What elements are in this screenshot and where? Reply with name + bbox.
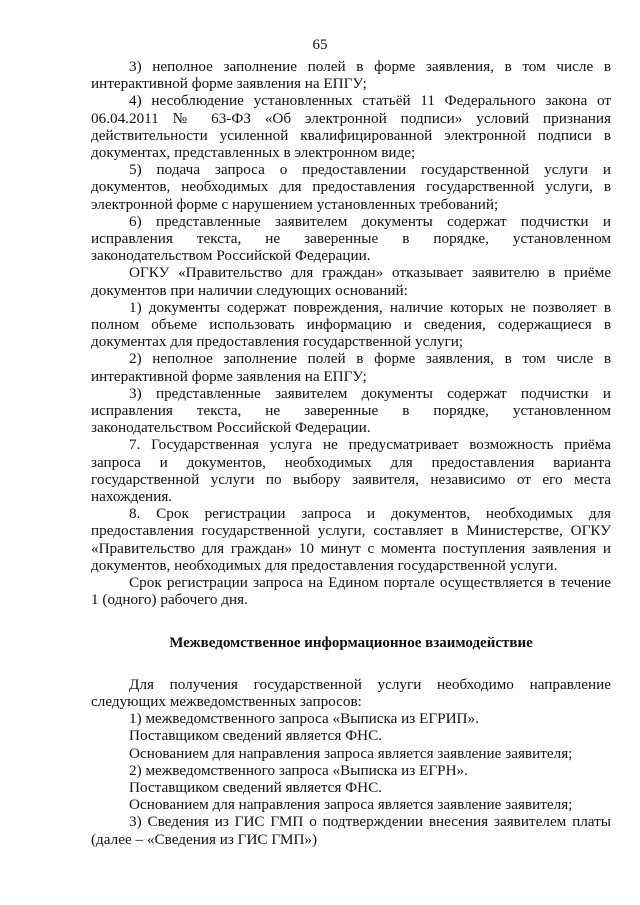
section-heading: Межведомственное информационное взаимодействие <box>169 634 533 651</box>
paragraph: 1) межведомственного запроса «Выписка из ЕГРИП». <box>129 710 479 728</box>
paragraph: 6) представленные заявителем документы содержат подчистки и исправления текста, не заверенные в порядке, установленном законодательством Российской Федерации. <box>91 212 611 265</box>
paragraph: 2) межведомственного запроса «Выписка из ЕГРН». <box>129 761 468 779</box>
paragraph: 2) неполное заполнение полей в форме заявления, в том числе в интерактивной форме заявления на ЕПГУ; <box>91 350 611 385</box>
paragraph: Основанием для направления запроса является заявление заявителя; <box>129 744 573 762</box>
paragraph: Для получения государственной услуги необходимо направление следующих межведомственных запросов: <box>91 675 611 710</box>
page-number: 65 <box>312 37 328 53</box>
paragraph: 5) подача запроса о предоставлении государственной услуги и документов, необходимых для предоставления государственной услуги, в электронной форме с нарушением установленных требований; <box>91 161 611 213</box>
paragraph: Поставщиком сведений является ФНС. <box>129 778 383 796</box>
paragraph-block-interagency <box>91 676 611 848</box>
paragraph: Срок регистрации запроса на Едином портале осуществляется в течение 1 (одного) рабочего дня. <box>91 574 611 609</box>
paragraph: 7. Государственная услуга не предусматривает возможность приёма запроса и документов, необходимых для предоставления варианта государственной услуги по выбору заявителя, независимо от его места нахождения. <box>91 436 611 506</box>
paragraph: 3) неполное заполнение полей в форме заявления, в том числе в интерактивной форме заявления на ЕПГУ; <box>91 58 611 93</box>
page-body <box>91 58 611 848</box>
paragraph: Поставщиком сведений является ФНС. <box>129 727 383 745</box>
paragraph: ОГКУ «Правительство для граждан» отказывает заявителю в приёме документов при наличии следующих оснований: <box>91 264 611 299</box>
paragraph: 3) представленные заявителем документы содержат подчистки и исправления текста, не заверенные в порядке, установленном законодательством Российской Федерации. <box>91 384 611 437</box>
paragraph: 1) документы содержат повреждения, наличие которых не позволяет в полном объеме использовать информацию и сведения, содержащиеся в документах для предоставления государственной услуги; <box>91 298 611 351</box>
paragraph-block-refusal-grounds <box>91 58 611 609</box>
paragraph: 4) несоблюдение установленных статьёй 11 Федерального закона от 06.04.2011 № 63-ФЗ «Об электронной подписи» условий признания действительности усиленной квалифицированной электронной подписи в документах, представленных в электронном виде; <box>91 92 611 162</box>
paragraph: Основанием для направления запроса является заявление заявителя; <box>129 796 573 814</box>
paragraph: 3) Сведения из ГИС ГМП о подтверждении внесения заявителем платы (далее – «Сведения из ГИС ГМП») <box>91 813 611 848</box>
paragraph: 8. Срок регистрации запроса и документов, необходимых для предоставления государственной услуги, составляет в Министерстве, ОГКУ «Правительство для граждан» 10 минут с момента поступления заявления и документов, необходимых для предоставления государственной услуги. <box>91 505 611 574</box>
